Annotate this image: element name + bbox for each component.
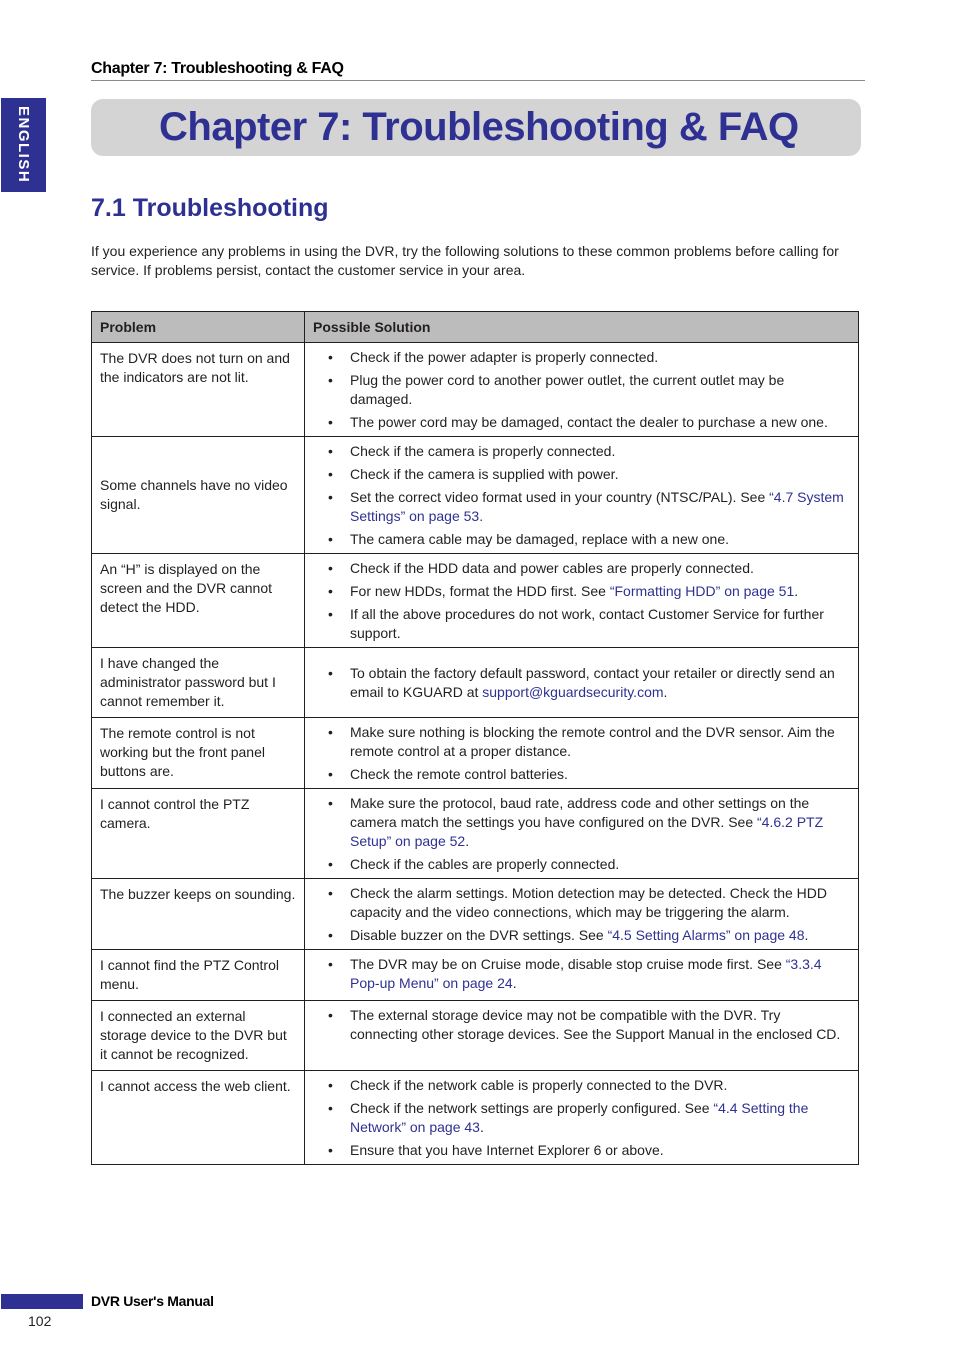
solution-list [313,955,850,993]
table-row [92,554,859,648]
list-item [313,559,850,578]
solution-text: The external storage device may not be compatible with the DVR. Try connecting other storage devices. See the Support Manual in the enclosed CD. [350,1007,841,1042]
list-item [313,884,850,922]
problem-cell: An “H” is displayed on the screen and the DVR cannot detect the HDD. [92,554,305,648]
problem-cell: The remote control is not working but the front panel buttons are. [92,718,305,789]
solution-cell [305,879,859,950]
problem-cell: Some channels have no video signal. [92,437,305,554]
solution-cell [305,718,859,789]
problem-cell: I cannot find the PTZ Control menu. [92,950,305,1001]
solution-text: Disable buzzer on the DVR settings. See [350,927,608,943]
problem-cell: I have changed the administrator password but I cannot remember it. [92,648,305,718]
table-row [92,343,859,437]
table-row [92,1001,859,1071]
list-item [313,1099,850,1137]
table-row [92,437,859,554]
cross-reference-link[interactable]: “4.5 Setting Alarms” on page 48 [607,927,805,943]
list-item [313,926,850,945]
solution-list [313,723,850,784]
solution-text: The camera cable may be damaged, replace with a new one. [350,531,729,547]
solution-cell [305,648,859,718]
problem-cell: I cannot control the PTZ camera. [92,789,305,879]
problem-cell: I connected an external storage device to the DVR but it cannot be recognized. [92,1001,305,1071]
list-item [313,488,850,526]
solution-text: The DVR may be on Cruise mode, disable stop cruise mode first. See [350,956,786,972]
cross-reference-link[interactable]: support@kguardsecurity.com [482,684,664,700]
solution-text: . [479,1119,484,1135]
problem-cell: I cannot access the web client. [92,1071,305,1165]
solution-text: Check if the cables are properly connected. [350,856,620,872]
solution-list [313,884,850,945]
list-item [313,465,850,484]
solution-cell [305,789,859,879]
solution-text: Check if the network cable is properly connected to the DVR. [350,1077,728,1093]
solution-list [313,1076,850,1160]
chapter-banner [91,99,861,156]
table-row [92,1071,859,1165]
solution-text: Set the correct video format used in your country (NTSC/PAL). See [350,489,770,505]
table-row [92,718,859,789]
table-header-row [92,312,859,343]
table-row [92,950,859,1001]
cross-reference-link[interactable]: “Formatting HDD” on page 51 [609,583,795,599]
section-title: 7.1 Troubleshooting [91,194,329,222]
solution-text: Check if the network settings are properly configured. See [350,1100,714,1116]
cross-reference-link[interactable]: “4.6.2 PTZ Setup” on page 52 [350,814,824,849]
solution-text: The power cord may be damaged, contact the dealer to purchase a new one. [350,414,828,430]
solution-list [313,1006,850,1044]
solution-cell [305,554,859,648]
list-item [313,1006,850,1044]
solution-list [313,348,850,432]
solution-text: For new HDDs, format the HDD first. See [350,583,610,599]
cross-reference-link[interactable]: “4.4 Setting the Network” on page 43 [350,1100,809,1135]
solution-text: Ensure that you have Internet Explorer 6 or above. [350,1142,664,1158]
solution-text: Check the remote control batteries. [350,766,568,782]
solution-cell [305,343,859,437]
intro-paragraph: If you experience any problems in using the DVR, try the following solutions to these common problems before calling for service. If problems persist, contact the customer service in your area. [91,243,839,278]
cross-reference-link[interactable]: “4.7 System Settings” on page 53. [350,489,844,524]
solution-text: . [512,975,517,991]
solution-text: Check if the camera is properly connected. [350,443,616,459]
solution-text: Check if the HDD data and power cables are properly connected. [350,560,754,576]
solution-cell [305,437,859,554]
solution-text: To obtain the factory default password, contact your retailer or directly send an email to KGUARD at [350,665,835,700]
table-row [92,789,859,879]
footer-manual-title: DVR User's Manual [91,1293,214,1309]
solution-text: Plug the power cord to another power outlet, the current outlet may be damaged. [350,372,785,407]
list-item [313,605,850,643]
footer-accent-bar [1,1294,83,1309]
table-row [92,879,859,950]
problem-cell: The buzzer keeps on sounding. [92,879,305,950]
solution-list [313,794,850,874]
solution-column-header: Possible Solution [305,312,859,343]
solution-cell [305,950,859,1001]
list-item [313,664,850,702]
chapter-title: Chapter 7: Troubleshooting & FAQ [159,105,799,149]
list-item [313,582,850,601]
problem-cell: The DVR does not turn on and the indicators are not lit. [92,343,305,437]
solution-text: If all the above procedures do not work, contact Customer Service for further support. [350,606,824,641]
list-item [313,1141,850,1160]
list-item [313,1076,850,1095]
list-item [313,723,850,761]
list-item [313,794,850,851]
page-number: 102 [28,1313,52,1329]
solution-list [313,664,850,702]
language-tab-label: ENGLISH [15,106,32,184]
solution-text: Check if the power adapter is properly connected. [350,349,659,365]
list-item [313,855,850,874]
list-item [313,371,850,409]
language-tab [1,98,46,192]
table-body [92,343,859,1165]
table-row [92,648,859,718]
list-item [313,442,850,461]
running-header: Chapter 7: Troubleshooting & FAQ [91,60,865,81]
solution-cell [305,1071,859,1165]
solution-text: . [465,833,470,849]
solution-text: . [663,684,668,700]
solution-list [313,442,850,549]
problem-column-header: Problem [92,312,305,343]
list-item [313,348,850,367]
solution-text: Check the alarm settings. Motion detection may be detected. Check the HDD capacity and the video connections, which may be triggering the alarm. [350,885,828,920]
solution-list [313,559,850,643]
list-item [313,413,850,432]
list-item [313,530,850,549]
solution-cell [305,1001,859,1071]
solution-text: Make sure nothing is blocking the remote control and the DVR sensor. Aim the remote control at a proper distance. [350,724,835,759]
solution-text: . [804,927,809,943]
cross-reference-link[interactable]: “3.3.4 Pop-up Menu” on page 24 [350,956,822,991]
troubleshooting-table [91,311,859,1165]
solution-text: Make sure the protocol, baud rate, address code and other settings on the camera match the settings you have configured on the DVR. See [350,795,810,830]
list-item [313,955,850,993]
list-item [313,765,850,784]
solution-text: Check if the camera is supplied with power. [350,466,619,482]
solution-text: . [794,583,799,599]
